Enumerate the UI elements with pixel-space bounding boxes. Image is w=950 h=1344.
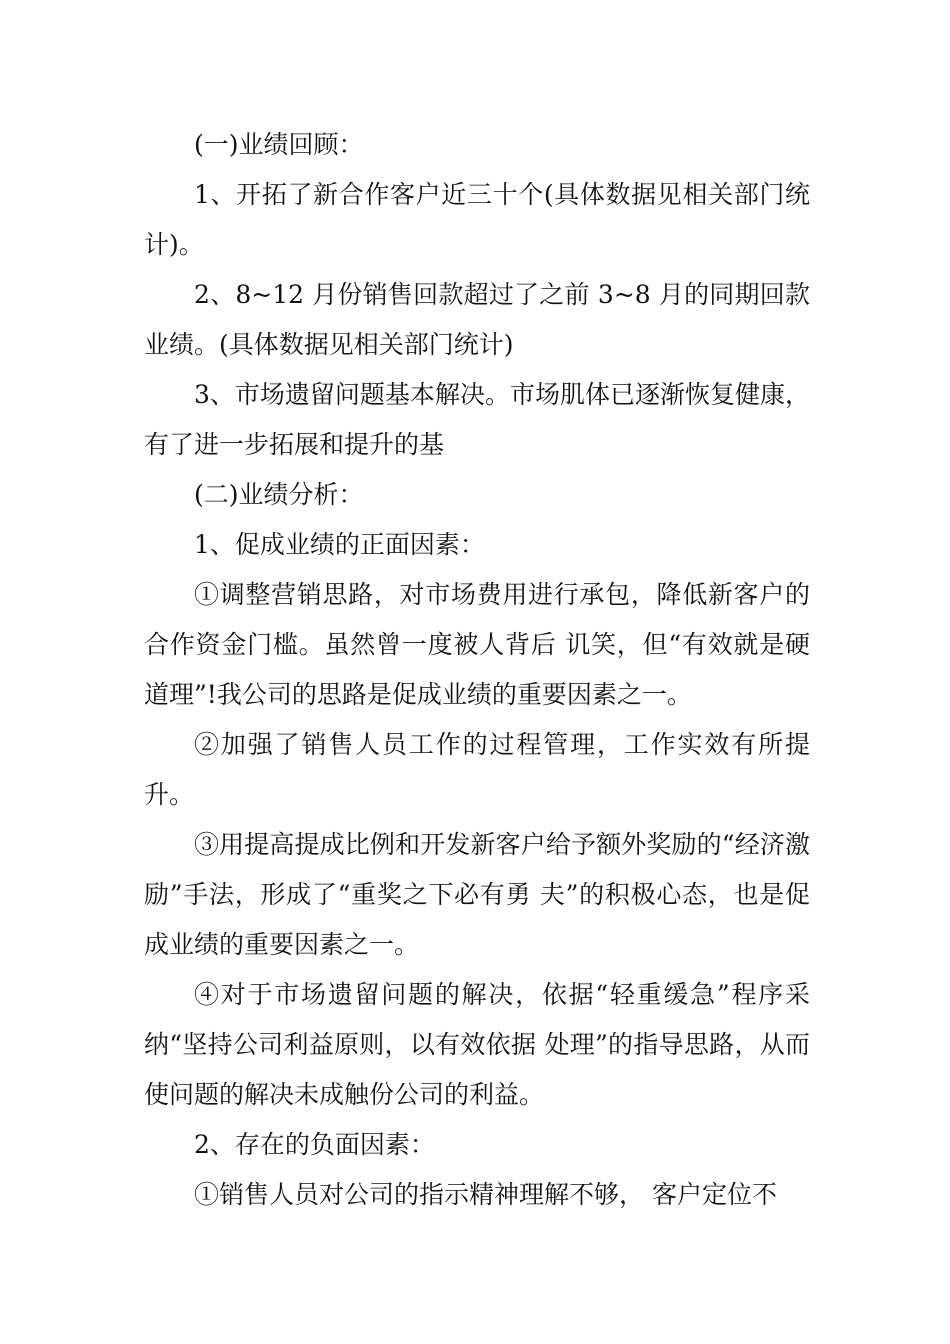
positive-factor-1: ①调整营销思路，对市场费用进行承包，降低新客户的合作资金门槛。虽然曾一度被人背后 讥笑，但“有效就是硬道理”!我公司的思路是促成业绩的重要因素之一。 [144,580,810,709]
positive-factors-heading: 1、促成业绩的正面因素： [194,530,485,559]
negative-factors-heading: 2、存在的负面因素： [194,1130,435,1159]
review-item-2: 2、8~12 月份销售回款超过了之前 3~8 月的同期回款业绩。(具体数据见相关部门统计) [144,280,810,359]
section-heading-review: (一)业绩回顾： [194,130,364,159]
positive-factor-4: ④对于市场遗留问题的解决，依据“轻重缓急”程序采纳“坚持公司利益原则，以有效依据 处理”的指导思路，从而使问题的解决未成触份公司的利益。 [144,980,810,1109]
positive-factor-3: ③用提高提成比例和开发新客户给予额外奖励的“经济激励”手法，形成了“重奖之下必有勇 夫”的积极心态，也是促成业绩的重要因素之一。 [144,830,810,959]
review-item-3: 3、市场遗留问题基本解决。市场肌体已逐渐恢复健康，有了进一步拓展和提升的基 [144,380,810,459]
review-item-1: 1、开拓了新合作客户近三十个(具体数据见相关部门统计)。 [144,180,810,259]
negative-factor-1: ①销售人员对公司的指示精神理解不够， 客户定位不 [194,1180,777,1209]
section-heading-analysis: (二)业绩分析： [194,480,364,509]
positive-factor-2: ②加强了销售人员工作的过程管理，工作实效有所提升。 [144,730,810,809]
